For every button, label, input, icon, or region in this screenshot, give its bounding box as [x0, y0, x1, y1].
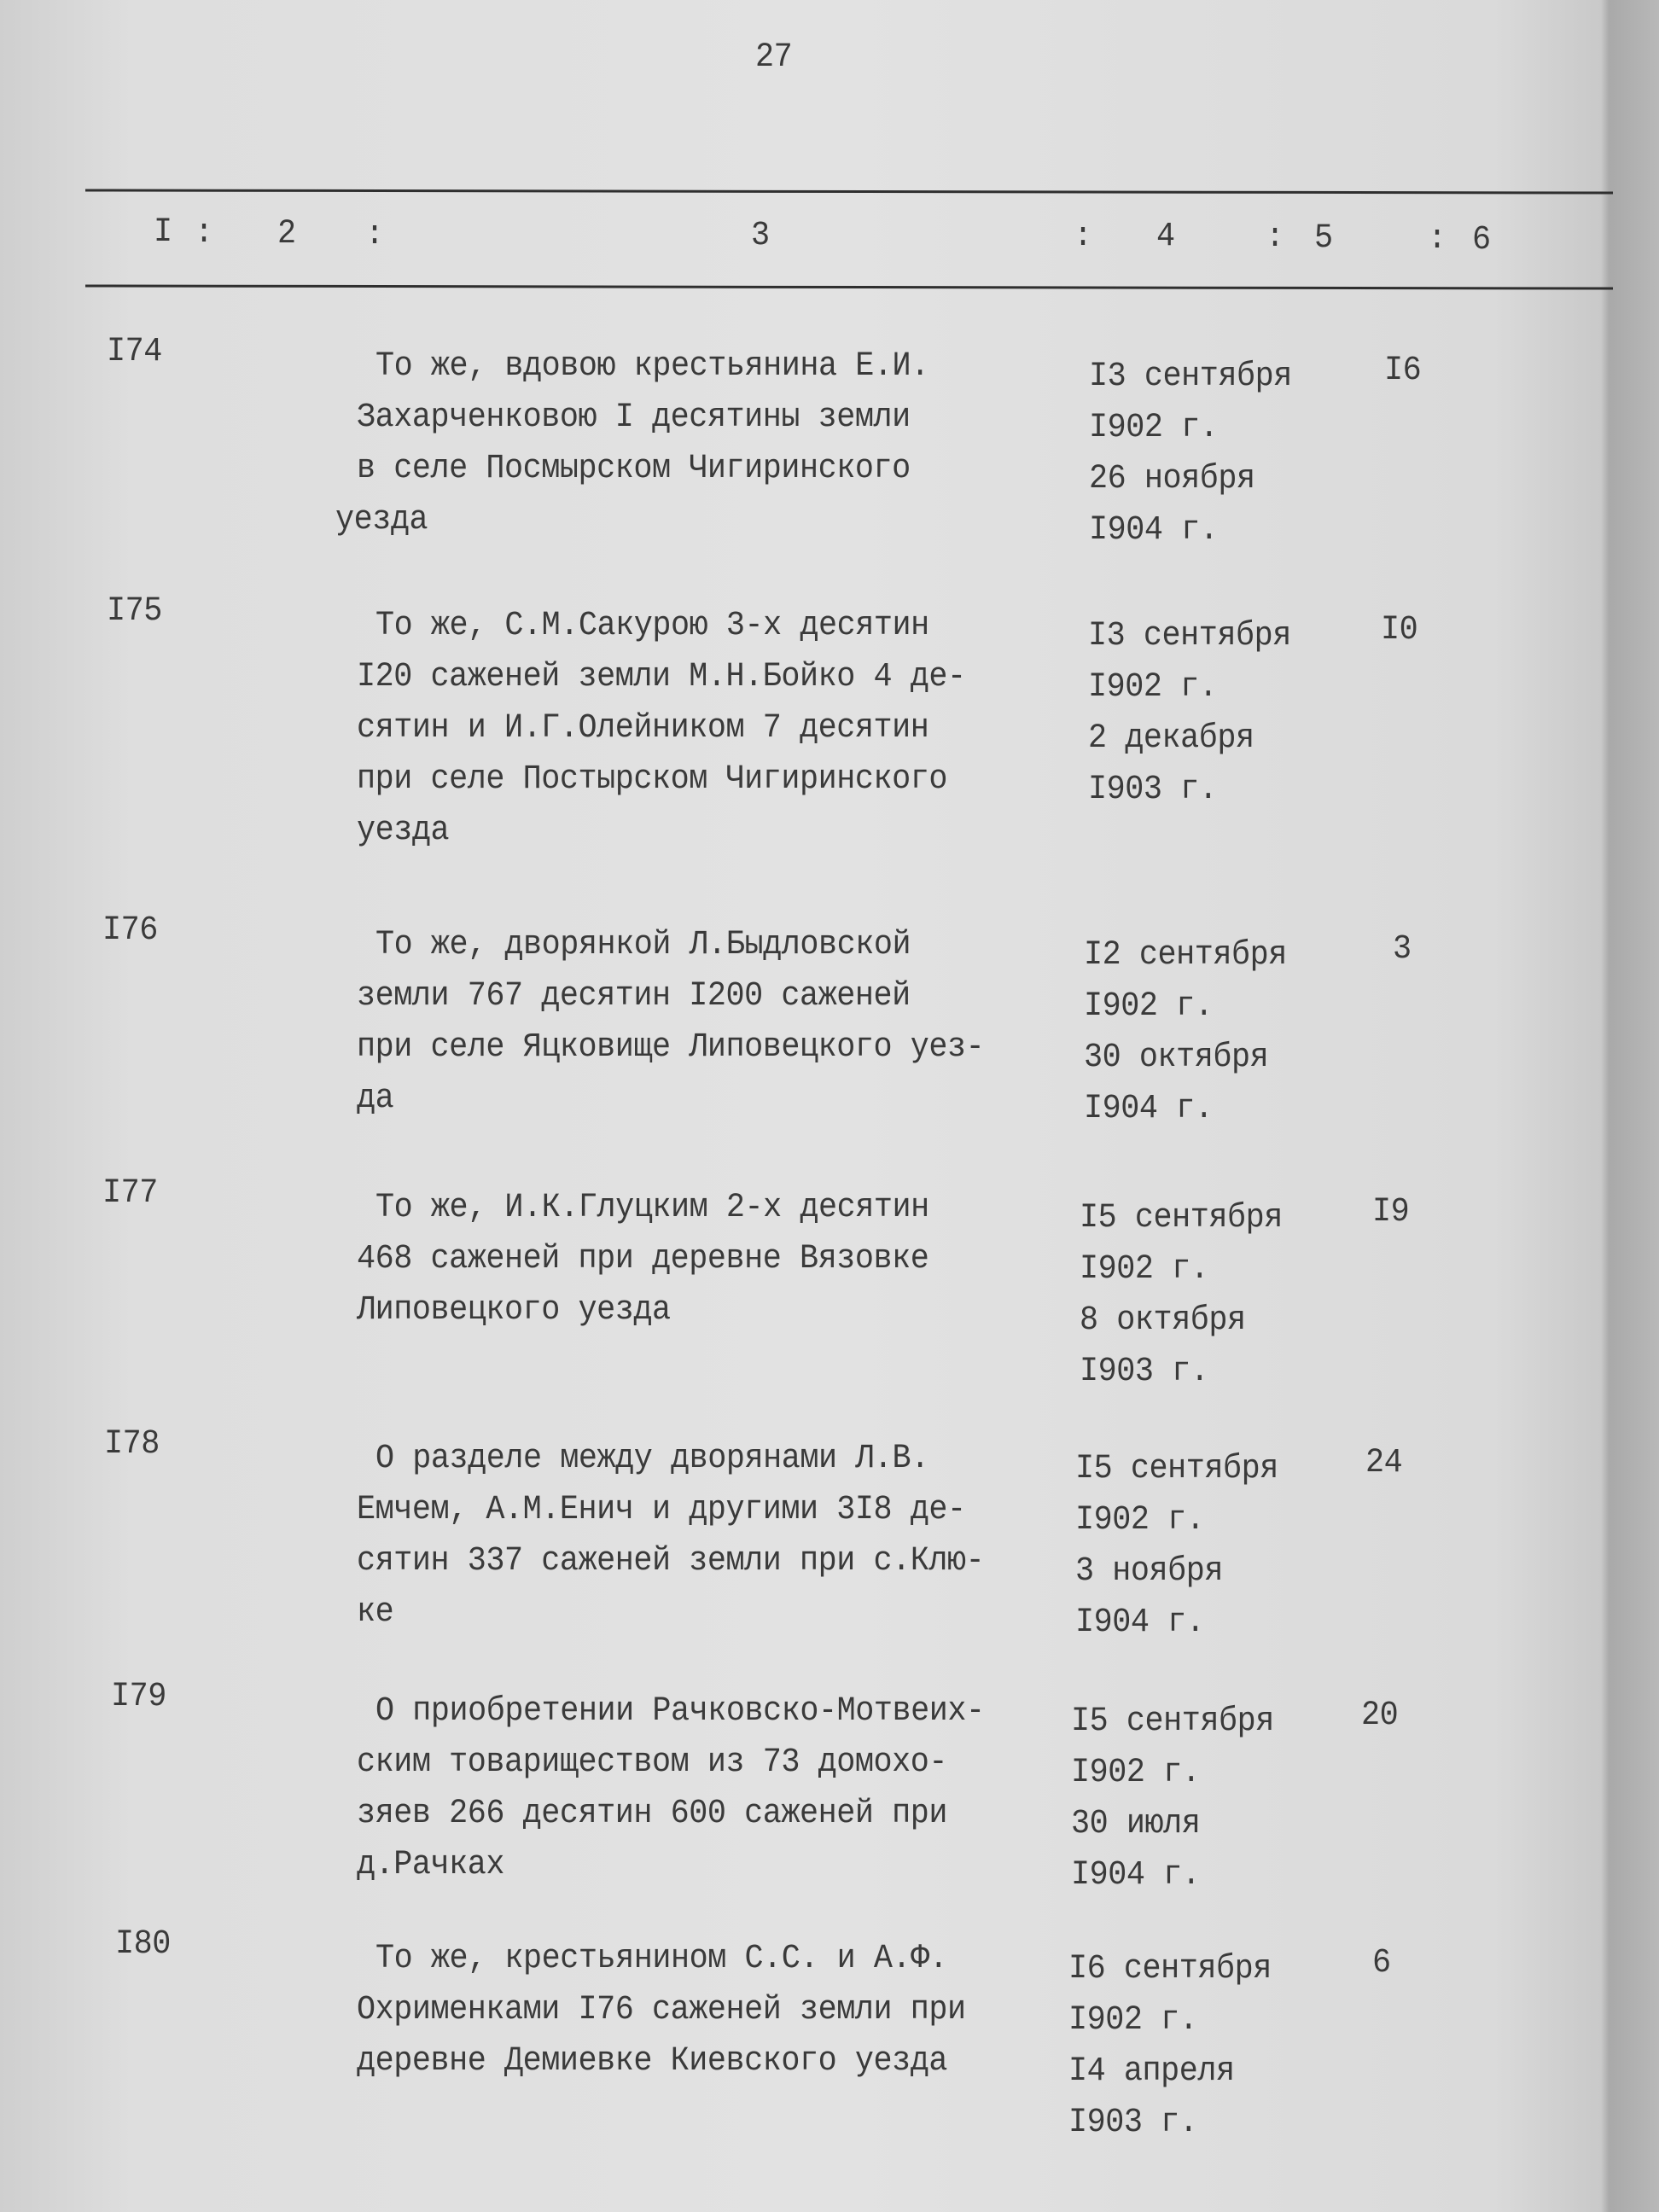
date-line: I903 г.	[1068, 2104, 1198, 2142]
date-line: I902 г.	[1080, 1250, 1209, 1289]
description-line: уезда	[335, 501, 428, 539]
header-separator: :	[365, 215, 384, 254]
row-number: I75	[107, 592, 162, 631]
date-line: I3 сентября	[1089, 358, 1292, 396]
date-line: I4 апреля	[1068, 2052, 1235, 2091]
row-number: I77	[102, 1174, 158, 1213]
table-header-bottom-rule	[85, 284, 1613, 289]
description-line: О приобретении Рачковско-Мотвеих-	[375, 1692, 985, 1731]
description-line: 468 саженей при деревне Вязовке	[357, 1240, 929, 1278]
description-line: Захарченковою I десятины земли	[357, 399, 911, 437]
date-line: 26 ноября	[1089, 460, 1255, 498]
header-separator: :	[195, 213, 213, 253]
description-line: То же, И.К.Глуцким 2-х десятин	[375, 1189, 929, 1227]
date-line: I902 г.	[1075, 1501, 1205, 1540]
column-6-value: 3	[1393, 930, 1412, 969]
description-line: при селе Яцковище Липовецкого уез-	[357, 1028, 985, 1067]
date-line: I903 г.	[1088, 771, 1218, 809]
date-line: I3 сентября	[1088, 617, 1291, 655]
description-line: уезда	[357, 812, 450, 850]
header-column-label: 3	[751, 216, 770, 255]
date-line: 30 октября	[1084, 1039, 1269, 1077]
description-line: да	[357, 1080, 394, 1118]
description-line: зяев 266 десятин 600 саженей при	[357, 1795, 947, 1833]
date-line: 3 ноября	[1075, 1552, 1223, 1591]
page-number: 27	[755, 38, 793, 77]
date-line: I902 г.	[1088, 668, 1218, 707]
description-line: деревне Демиевке Киевского уезда	[357, 2042, 947, 2081]
description-line: То же, вдовою крестьянина Е.И.	[375, 347, 929, 386]
date-line: 30 июля	[1071, 1805, 1201, 1843]
date-line: I902 г.	[1089, 409, 1219, 447]
date-line: I903 г.	[1080, 1353, 1209, 1391]
header-separator: :	[1266, 218, 1284, 258]
date-line: I902 г.	[1084, 987, 1214, 1026]
row-number: I79	[111, 1678, 166, 1716]
description-line: ке	[357, 1593, 394, 1632]
column-6-value: 24	[1365, 1444, 1403, 1482]
description-line: То же, С.М.Сакурою 3-х десятин	[375, 607, 929, 645]
header-separator: :	[1428, 220, 1447, 259]
date-line: I904 г.	[1071, 1856, 1201, 1895]
row-number: I78	[104, 1425, 160, 1464]
header-column-label: 6	[1472, 221, 1491, 259]
table-header-top-rule	[85, 189, 1613, 194]
description-line: Емчем, А.М.Енич и другими 3I8 де-	[357, 1491, 966, 1529]
column-6-value: I0	[1381, 611, 1418, 649]
header-column-label: 5	[1314, 219, 1333, 259]
description-line: в селе Посмырском Чигиринского	[357, 450, 911, 488]
description-line: То же, дворянкой Л.Быдловской	[375, 926, 911, 964]
column-6-value: I9	[1372, 1193, 1410, 1231]
date-line: I902 г.	[1068, 2001, 1198, 2040]
date-line: I904 г.	[1075, 1604, 1205, 1642]
row-number: I80	[115, 1925, 171, 1964]
date-line: I5 сентября	[1075, 1450, 1278, 1488]
header-separator: :	[1074, 217, 1092, 256]
column-6-value: 6	[1372, 1944, 1391, 1982]
description-line: ским товариществом из 73 домохо-	[357, 1743, 947, 1782]
description-line: земли 767 десятин I200 саженей	[357, 977, 911, 1016]
date-line: I5 сентября	[1071, 1703, 1274, 1741]
description-line: I20 саженей земли М.Н.Бойко 4 де-	[357, 658, 966, 696]
date-line: I5 сентября	[1080, 1199, 1283, 1237]
date-line: 8 октября	[1080, 1301, 1246, 1340]
description-line: То же, крестьянином С.С. и А.Ф.	[375, 1940, 948, 1978]
date-line: I904 г.	[1084, 1090, 1214, 1128]
description-line: при селе Постырском Чигиринского	[357, 760, 947, 799]
date-line: I904 г.	[1089, 511, 1219, 550]
description-line: Охрименками I76 саженей земли при	[357, 1991, 966, 2029]
date-line: I902 г.	[1071, 1754, 1201, 1792]
description-line: Липовецкого уезда	[357, 1291, 671, 1330]
description-line: д.Рачках	[357, 1846, 504, 1884]
date-line: I2 сентября	[1084, 936, 1287, 975]
header-column-label: 2	[277, 214, 296, 253]
row-number: I76	[102, 911, 158, 950]
column-6-value: I6	[1384, 352, 1422, 390]
header-column-label: I	[154, 213, 172, 252]
header-column-label: 4	[1156, 218, 1175, 257]
description-line: сятин 337 саженей земли при с.Клю-	[357, 1542, 985, 1580]
description-line: сятин и И.Г.Олейником 7 десятин	[357, 709, 929, 748]
date-line: I6 сентября	[1068, 1950, 1272, 1988]
date-line: 2 декабря	[1088, 719, 1254, 758]
row-number: I74	[107, 333, 162, 371]
description-line: О разделе между дворянами Л.В.	[375, 1440, 929, 1478]
column-6-value: 20	[1361, 1697, 1399, 1735]
